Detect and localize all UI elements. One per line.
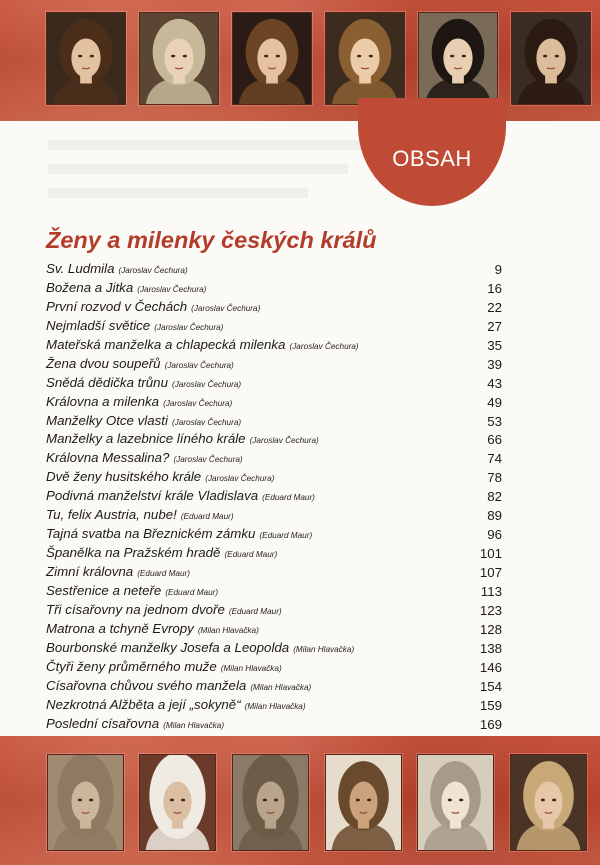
toc-entry-title: Manželky Otce vlasti — [46, 412, 168, 428]
toc-entry-author: (Eduard Maur) — [228, 606, 282, 616]
toc-entry-author: (Milan Hlavačka) — [163, 720, 225, 730]
portrait-2-image — [139, 12, 219, 105]
toc-entry — [46, 394, 502, 413]
toc-entry-author: (Eduard Maur) — [180, 512, 234, 522]
toc-entry-page-number: 22 — [487, 299, 502, 315]
toc-entry — [46, 280, 502, 299]
toc-entry-title: Čtyři ženy průměrného muže — [46, 658, 217, 674]
toc-entry — [46, 545, 502, 564]
portrait-4-image — [325, 12, 405, 105]
portrait-8-image — [417, 754, 494, 851]
toc-entry-title: Císařovna chůvou svého manžela — [46, 677, 247, 693]
toc-entry — [46, 318, 502, 337]
toc-entry-page-number: 113 — [480, 583, 502, 599]
toc-entry-author: (Jaroslav Čechura) — [118, 266, 188, 275]
toc-entry-title: Mateřská manželka a chlapecká milenka — [46, 336, 286, 352]
table-of-contents — [46, 261, 502, 734]
toc-entry-author: (Jaroslav Čechura) — [289, 341, 359, 351]
toc-entry — [46, 261, 502, 280]
toc-entry-page-number: 138 — [479, 640, 502, 656]
toc-entry-page-number: 53 — [487, 413, 502, 429]
toc-entry-title: Tu, felix Austria, nube! — [46, 507, 177, 523]
toc-entry-author: (Milan Hlavačka) — [197, 625, 259, 635]
toc-entry-author: (Jaroslav Čechura) — [191, 303, 261, 313]
toc-entry-page-number: 89 — [487, 508, 502, 524]
toc-entry-title: Matrona a tchyně Evropy — [46, 620, 194, 636]
toc-entry — [46, 413, 502, 432]
toc-entry-page-number: 128 — [479, 621, 502, 637]
toc-entry-author: (Jaroslav Čechura) — [173, 455, 243, 465]
statue-3-image — [232, 754, 309, 851]
statue-2-image — [139, 754, 216, 851]
toc-entry — [46, 602, 502, 621]
contents-badge-label: OBSAH — [392, 146, 472, 171]
portrait-9-image — [510, 754, 587, 851]
toc-entry-page-number: 107 — [479, 565, 502, 580]
toc-entry-author: (Eduard Maur) — [165, 587, 219, 597]
toc-entry-title: Královna Messalina? — [46, 450, 170, 466]
toc-entry-title: Božena a Jitka — [46, 279, 134, 295]
toc-entry-title: Dvě ženy husitského krále — [46, 469, 202, 485]
toc-entry-title: Zimní královna — [46, 564, 134, 579]
toc-entry-page-number: 9 — [494, 262, 502, 277]
toc-entry-author: (Milan Hlavačka) — [220, 663, 282, 673]
toc-entry — [46, 716, 502, 735]
toc-entry-page-number: 159 — [479, 697, 502, 713]
toc-entry-author: (Jaroslav Čechura) — [171, 379, 242, 389]
toc-entry-author: (Eduard Maur) — [262, 493, 315, 503]
toc-entry-title: Královna a milenka — [46, 393, 160, 409]
toc-entry-author: (Eduard Maur) — [137, 569, 190, 578]
toc-entry — [46, 469, 502, 488]
toc-entry-title: Tři císařovny na jednom dvoře — [46, 601, 225, 617]
toc-entry — [46, 583, 502, 602]
toc-entry-page-number: 74 — [487, 451, 502, 467]
top-portrait-band — [0, 0, 600, 121]
toc-entry-page-number: 49 — [487, 394, 502, 410]
toc-entry-title: Španělka na Pražském hradě — [46, 545, 221, 561]
toc-entry-page-number: 43 — [487, 375, 502, 391]
portrait-6-image — [511, 12, 591, 105]
toc-entry-page-number: 169 — [479, 716, 502, 732]
toc-entry-title: Nezkrotná Alžběta a její „sokyně“ — [46, 696, 241, 712]
toc-entry-page-number: 82 — [487, 489, 502, 505]
portrait-5-image — [418, 12, 498, 105]
toc-entry-page-number: 39 — [487, 356, 502, 372]
toc-entry-author: (Jaroslav Čechura) — [164, 360, 234, 370]
toc-entry-author: (Jaroslav Čechura) — [171, 417, 242, 427]
toc-entry — [46, 488, 502, 507]
section-title: Ženy a milenky českých králů — [46, 227, 377, 253]
toc-entry — [46, 356, 502, 375]
toc-entry-author: (Jaroslav Čechura) — [163, 398, 233, 408]
toc-entry-page-number: 35 — [487, 337, 502, 353]
toc-entry-author: (Milan Hlavačka) — [293, 644, 355, 654]
toc-entry-author: (Eduard Maur) — [224, 550, 278, 560]
toc-entry — [46, 507, 502, 526]
toc-entry-author: (Milan Hlavačka) — [244, 701, 306, 711]
toc-entry-page-number: 27 — [487, 318, 502, 334]
toc-entry — [46, 640, 502, 659]
toc-entry-title: Sv. Ludmila — [46, 261, 115, 276]
toc-entry-title: Podivná manželství krále Vladislava — [46, 488, 259, 504]
toc-entry — [46, 375, 502, 394]
toc-entry-author: (Jaroslav Čechura) — [137, 284, 207, 294]
toc-entry-author: (Jaroslav Čechura) — [154, 322, 224, 332]
toc-entry — [46, 526, 502, 545]
toc-entry — [46, 621, 502, 640]
toc-entry-page-number: 16 — [487, 280, 502, 296]
toc-entry-page-number: 78 — [487, 470, 502, 486]
portrait-3-image — [232, 12, 312, 105]
portrait-1-image — [46, 12, 126, 105]
toc-entry-title: Tajná svatba na Březnickém zámku — [46, 526, 256, 542]
toc-entry-title: Snědá dědička trůnu — [46, 374, 168, 390]
toc-entry — [46, 450, 502, 469]
toc-entry-page-number: 66 — [487, 432, 502, 448]
toc-entry-title: Manželky a lazebnice líného krále — [46, 431, 246, 447]
toc-entry-title: První rozvod v Čechách — [46, 298, 188, 314]
toc-entry-title: Sestřenice a neteře — [46, 582, 162, 598]
toc-entry-page-number: 96 — [487, 527, 502, 543]
toc-entry-page-number: 146 — [479, 659, 502, 675]
toc-entry-title: Nejmladší světice — [46, 317, 151, 333]
bottom-portrait-band — [0, 736, 600, 865]
toc-entry-page-number: 101 — [479, 546, 502, 562]
toc-entry-author: (Jaroslav Čechura) — [205, 474, 275, 484]
toc-entry — [46, 659, 502, 678]
toc-entry — [46, 697, 502, 716]
portrait-7-image — [325, 754, 402, 851]
statue-1-image — [47, 754, 124, 851]
toc-entry-title: Poslední císařovna — [46, 715, 160, 731]
toc-entry-author: (Eduard Maur) — [259, 531, 313, 541]
toc-entry-page-number: 123 — [479, 602, 502, 618]
toc-entry — [46, 678, 502, 697]
toc-entry-author: (Milan Hlavačka) — [250, 682, 312, 692]
toc-entry-title: Bourbonské manželky Josefa a Leopolda — [46, 639, 290, 655]
toc-entry — [46, 337, 502, 356]
toc-entry — [46, 564, 502, 583]
toc-entry — [46, 431, 502, 450]
toc-entry-page-number: 154 — [479, 678, 502, 694]
toc-entry-author: (Jaroslav Čechura) — [249, 436, 319, 446]
toc-entry — [46, 299, 502, 318]
toc-entry-title: Žena dvou soupeřů — [46, 355, 161, 371]
